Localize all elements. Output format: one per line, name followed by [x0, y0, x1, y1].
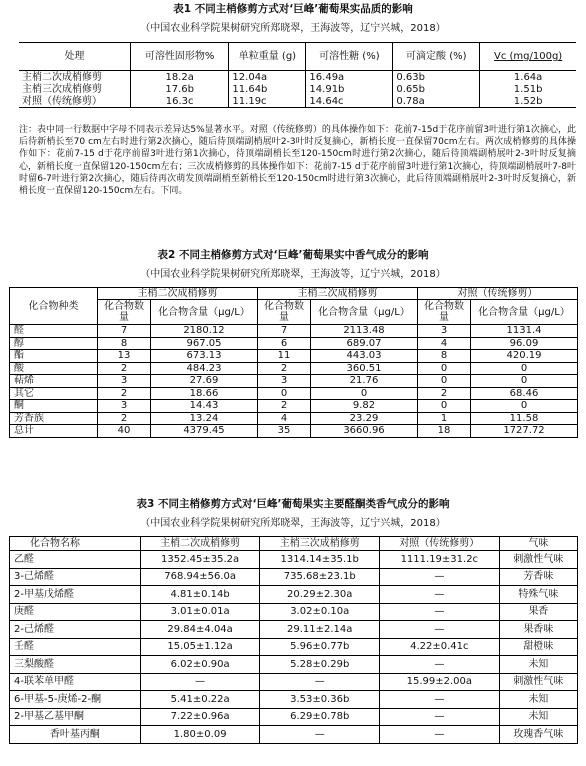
- table2-cell: 23.29: [311, 412, 418, 425]
- table-row: [10, 656, 578, 674]
- table1-cell: 11.19c: [229, 95, 306, 108]
- table3-cell: —: [380, 586, 500, 604]
- table1-header: 可溶性固形物%: [130, 43, 229, 71]
- table-row: [10, 337, 578, 350]
- table2-cell: 0: [418, 362, 471, 375]
- table-row: [10, 425, 578, 438]
- table3-cell: 3.53±0.36b: [260, 691, 380, 709]
- table1-header: Vc (mg/100g): [480, 43, 576, 71]
- table2-cell: 13: [98, 350, 151, 363]
- table2-cell: 2180.12: [151, 325, 258, 338]
- table2-cell: 14.43: [151, 400, 258, 413]
- table3-cell: 29.11±2.14a: [260, 621, 380, 639]
- table2-cell: 4379.45: [151, 425, 258, 438]
- table3-header: 主梢三次成梢修剪: [260, 537, 380, 551]
- table3-cell: —: [380, 726, 500, 744]
- table2-cell: 3: [98, 400, 151, 413]
- table2-cell: 酯: [10, 350, 98, 363]
- table3-cell: 三梨酸醛: [10, 656, 141, 674]
- table2-source: （中国农业科学院果树研究所郑晓翠，王海波等，辽宁兴城，2018）: [140, 269, 446, 280]
- table2-cell: 11: [258, 350, 311, 363]
- table2-cell: 9.82: [311, 400, 418, 413]
- table2-cell: 3660.96: [311, 425, 418, 438]
- table2-cell: 11.58: [471, 412, 578, 425]
- table2-sub-header: 化合物数量: [418, 300, 471, 325]
- table1-cell: 11.64b: [229, 83, 306, 95]
- table2-cell: 芳香族: [10, 412, 98, 425]
- table1-source: （中国农业科学院果树研究所郑晓翠，王海波等，辽宁兴城，2018）: [140, 23, 446, 34]
- table3-cell: —: [380, 603, 500, 621]
- table2-cell: 酸: [10, 362, 98, 375]
- table2-cell: 2113.48: [311, 325, 418, 338]
- table3-header-row: [10, 537, 578, 551]
- table2-cell: 40: [98, 425, 151, 438]
- table3-cell: —: [260, 673, 380, 691]
- table1-cell: 主梢三次成梢修剪: [19, 83, 130, 95]
- table1-cell: 1.51b: [513, 83, 543, 95]
- table3-cell: 7.22±0.96a: [140, 708, 260, 726]
- table1-cell: 0.65b: [393, 83, 480, 95]
- table2-cell: 967.05: [151, 337, 258, 350]
- table3-cell: 2-甲基戊烯醛: [10, 586, 141, 604]
- table3-cell: 特殊气味: [499, 586, 577, 604]
- table3-header: 化合物名称: [10, 537, 141, 551]
- table3-cell: 果香: [499, 603, 577, 621]
- table2-cell: 1131.4: [471, 325, 578, 338]
- table2-cell: 96.09: [471, 337, 578, 350]
- table3-cell: 15.99±2.00a: [380, 673, 500, 691]
- table3-cell: 4.81±0.14b: [140, 586, 260, 604]
- table2-cell: 0: [471, 375, 578, 388]
- table-row: [10, 325, 578, 338]
- table1-cell: 0.78a: [393, 95, 480, 108]
- table1-cell: 1.64a: [513, 71, 543, 83]
- table2-cell: 2: [258, 362, 311, 375]
- table1-cell: 16.49a: [306, 71, 393, 84]
- table2-cell: 673.13: [151, 350, 258, 363]
- table1-cell: 主梢二次成梢修剪: [19, 71, 130, 84]
- table1-header: 可溶性糖 (%): [306, 43, 393, 71]
- table2-group-row: [10, 288, 578, 300]
- table2-cell: 68.46: [471, 387, 578, 400]
- table2-cell: 360.51: [311, 362, 418, 375]
- table3-cell: 乙醛: [10, 551, 141, 569]
- table3-cell: —: [380, 568, 500, 586]
- table3-cell: 4-联苯单甲醛: [10, 673, 141, 691]
- table3-cell: 庚醛: [10, 603, 141, 621]
- table-row: [19, 95, 576, 108]
- table2-cell: 8: [418, 350, 471, 363]
- table2-cell: 21.76: [311, 375, 418, 388]
- table2-cell: 0: [471, 362, 578, 375]
- table3-cell: —: [380, 621, 500, 639]
- table3-cell: 6-甲基-5-庚烯-2-酮: [10, 691, 141, 709]
- table2-header: 化合物种类: [10, 288, 98, 325]
- table2-cell: 其它: [10, 387, 98, 400]
- table3-cell: 29.84±4.04a: [140, 621, 260, 639]
- table2-cell: 4: [418, 337, 471, 350]
- table2-cell: 2: [258, 400, 311, 413]
- table-row: [10, 638, 578, 656]
- table2-cell: 0: [418, 375, 471, 388]
- table3-cell: 刺激性气味: [499, 673, 577, 691]
- table2-cell: 1: [418, 412, 471, 425]
- table3-header: 气味: [499, 537, 577, 551]
- table2-title: 表2 不同主梢修剪方式对‘巨峰’葡萄果实中香气成分的影响: [157, 249, 429, 261]
- table-row: [10, 362, 578, 375]
- table3-cell: 4.22±0.41c: [380, 638, 500, 656]
- table1-cell: 12.04a: [229, 71, 306, 84]
- table2-cell: 3: [418, 325, 471, 338]
- table2-cell: 3: [258, 375, 311, 388]
- table3-cell: 3-己烯醛: [10, 568, 141, 586]
- table2-cell: 酮: [10, 400, 98, 413]
- table2-cell: 萜烯: [10, 375, 98, 388]
- table1-header: 处理: [19, 43, 130, 71]
- table-row: [10, 673, 578, 691]
- table3-cell: 未知: [499, 691, 577, 709]
- table1-cell: 1.52b: [513, 95, 543, 107]
- table2-cell: 2: [418, 387, 471, 400]
- table2-cell: 18: [418, 425, 471, 438]
- table2-cell: 420.19: [471, 350, 578, 363]
- table2-cell: 27.69: [151, 375, 258, 388]
- table-row: [10, 726, 578, 744]
- table-row: [10, 568, 578, 586]
- table-row: [10, 350, 578, 363]
- table2-cell: 醛: [10, 325, 98, 338]
- table3-cell: 1314.14±35.1b: [260, 551, 380, 569]
- table2-group-header: 主梢三次成梢修剪: [258, 288, 418, 300]
- table2-sub-header: 化合物数量: [258, 300, 311, 325]
- table1-header: 可滴定酸 (%): [393, 43, 480, 71]
- table2-cell: 总计: [10, 425, 98, 438]
- table2-cell: 0: [311, 387, 418, 400]
- table2-cell: 0: [258, 387, 311, 400]
- table3-source: （中国农业科学院果树研究所郑晓翠，王海波等，辽宁兴城，2018）: [140, 518, 446, 529]
- table3-cell: 15.05±1.12a: [140, 638, 260, 656]
- table2-cell: 7: [258, 325, 311, 338]
- table3-cell: 芳香味: [499, 568, 577, 586]
- table-row: [19, 71, 576, 84]
- table2: [9, 287, 578, 438]
- table3-cell: 6.29±0.78b: [260, 708, 380, 726]
- table2-cell: 443.03: [311, 350, 418, 363]
- table2-cell: 1727.72: [471, 425, 578, 438]
- table3: [9, 536, 578, 744]
- table1-cell: 对照（传统修剪）: [19, 95, 130, 108]
- table-row: [10, 586, 578, 604]
- table1-note: 注：表中同一行数据中字母不同表示差异达5%显著水平。对照（传统修剪）的具体操作如下：花前7-15d于花序前留3叶进行第1次摘心，此后待新梢长至70 cm左右时进行第2次摘心，随后待顶端副梢展叶2-3叶时反复摘心，新梢长度一直保留70cm左右。两次成梢修剪的具体操作如下：花前7-15 d于花序前留3叶进行第1次摘心，待顶端副梢长至120-150cm时进行第2次摘心，随后待顶端副梢展叶2-3叶时反复摘心，新梢长度一直保留120-150cm左右；三次成梢修剪的具体操作如下：花前7-15 d于花序前留3叶进行第1次摘心，待顶端副梢展叶7-8叶时留6-7叶进行第2次摘心，随后待再次萌发顶端副梢至新梢长至120-150cm时进行第3次摘心，此后待顶端副梢展叶2-3叶时反复摘心，新梢长度一直保留120-150cm左右。下同。: [19, 125, 576, 197]
- table2-cell: 0: [418, 400, 471, 413]
- table2-group-header: 对照（传统修剪）: [418, 288, 578, 300]
- table1-header-row: [19, 43, 576, 71]
- table3-cell: 1352.45±35.2a: [140, 551, 260, 569]
- table2-cell: 2: [98, 362, 151, 375]
- table2-cell: 18.66: [151, 387, 258, 400]
- table3-cell: 1111.19±31.2c: [380, 551, 500, 569]
- table3-cell: 5.96±0.77b: [260, 638, 380, 656]
- table3-header: 主梢二次成梢修剪: [140, 537, 260, 551]
- table3-title: 表3 不同主梢修剪方式对‘巨峰’葡萄果实主要醛酮类香气成分的影响: [136, 498, 450, 510]
- table2-sub-header: 化合物含量（μg/L）: [471, 300, 578, 325]
- table3-cell: 1.80±0.09: [140, 726, 260, 744]
- table-row: [10, 708, 578, 726]
- table3-cell: 玫瑰香气味: [499, 726, 577, 744]
- table3-cell: 6.02±0.90a: [140, 656, 260, 674]
- table-row: [10, 551, 578, 569]
- table2-group-header: 主梢二次成梢修剪: [98, 288, 258, 300]
- table2-cell: 484.23: [151, 362, 258, 375]
- table3-cell: 5.41±0.22a: [140, 691, 260, 709]
- table3-cell: 5.28±0.29b: [260, 656, 380, 674]
- table-row: [10, 691, 578, 709]
- table2-cell: 2: [98, 387, 151, 400]
- table1-cell: 18.2a: [130, 71, 229, 84]
- table3-cell: 2-己烯醛: [10, 621, 141, 639]
- table3-cell: 未知: [499, 656, 577, 674]
- table-row: [10, 412, 578, 425]
- table1-cell: 14.64c: [306, 95, 393, 108]
- table1-cell: 14.91b: [306, 83, 393, 95]
- table1-cell: 17.6b: [130, 83, 229, 95]
- table1-cell: 0.63b: [393, 71, 480, 84]
- table3-cell: —: [380, 656, 500, 674]
- table2-cell: 689.07: [311, 337, 418, 350]
- table2-cell: 35: [258, 425, 311, 438]
- table3-cell: 甜橙味: [499, 638, 577, 656]
- table-row: [10, 603, 578, 621]
- table3-header: 对照（传统修剪）: [380, 537, 500, 551]
- table1-cell: 16.3c: [130, 95, 229, 108]
- table2-sub-header: 化合物含量（μg/L）: [311, 300, 418, 325]
- table2-cell: 6: [258, 337, 311, 350]
- table-row: [10, 387, 578, 400]
- table1-title: 表1 不同主梢修剪方式对‘巨峰’葡萄果实品质的影响: [173, 3, 413, 15]
- table3-cell: 香叶基丙酮: [10, 726, 141, 744]
- table-row: [10, 375, 578, 388]
- table2-cell: 7: [98, 325, 151, 338]
- table2-sub-header: 化合物含量（μg/L）: [151, 300, 258, 325]
- table-row: [10, 400, 578, 413]
- table3-cell: 768.94±56.0a: [140, 568, 260, 586]
- table2-cell: 2: [98, 412, 151, 425]
- table3-cell: —: [380, 708, 500, 726]
- table2-cell: 0: [471, 400, 578, 413]
- table2-sub-header: 化合物数量: [98, 300, 151, 325]
- table3-cell: 735.68±23.1b: [260, 568, 380, 586]
- table3-cell: 壬醛: [10, 638, 141, 656]
- table2-cell: 醇: [10, 337, 98, 350]
- table2-cell: 4: [258, 412, 311, 425]
- table3-cell: 果香味: [499, 621, 577, 639]
- table-row: [10, 621, 578, 639]
- table2-cell: 8: [98, 337, 151, 350]
- table2-cell: 13.24: [151, 412, 258, 425]
- table3-cell: 刺激性气味: [499, 551, 577, 569]
- table3-cell: 2-甲基乙基甲酮: [10, 708, 141, 726]
- table3-cell: 未知: [499, 708, 577, 726]
- table1-header: 单粒重量 (g): [229, 43, 306, 71]
- table1: [19, 42, 576, 108]
- table3-cell: —: [140, 673, 260, 691]
- table3-cell: 20.29±2.30a: [260, 586, 380, 604]
- table3-cell: —: [380, 691, 500, 709]
- table3-cell: 3.02±0.10a: [260, 603, 380, 621]
- table3-cell: 3.01±0.01a: [140, 603, 260, 621]
- table3-cell: —: [260, 726, 380, 744]
- table2-cell: 3: [98, 375, 151, 388]
- table-row: [19, 83, 576, 95]
